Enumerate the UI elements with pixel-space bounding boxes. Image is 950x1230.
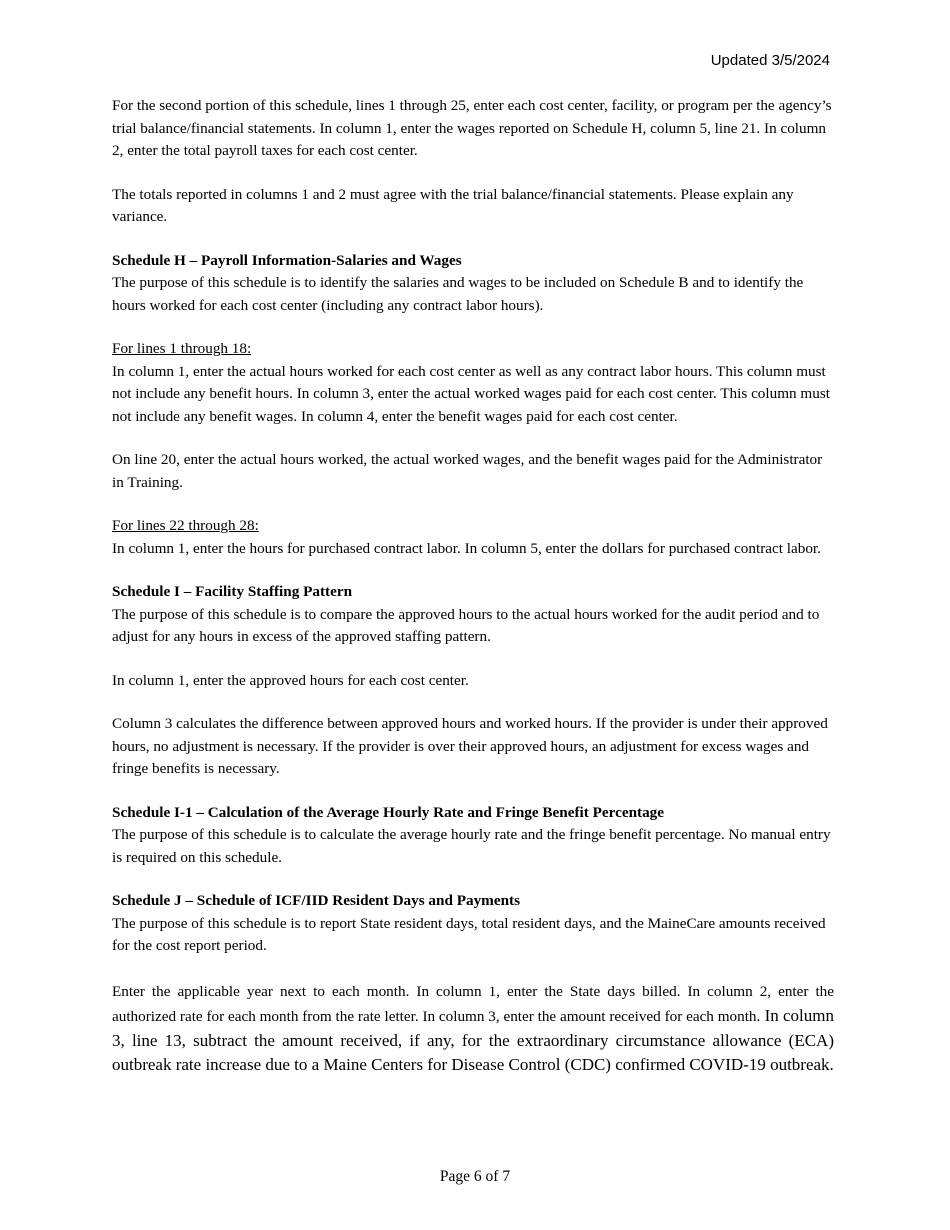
schedule-i-heading: Schedule I – Facility Staffing Pattern [112, 583, 353, 600]
lines-22-28-text: In column 1, enter the hours for purchased contract labor. In column 5, enter the dollars for purchased contract labor. [112, 539, 821, 557]
section-schedule-i1 [112, 802, 834, 870]
paragraph-schedule-j-entry [112, 979, 834, 1077]
schedule-i1-heading: Schedule I-1 – Calculation of the Average Hourly Rate and Fringe Benefit Percentage [112, 803, 665, 821]
section-schedule-h [112, 250, 834, 318]
paragraph-second-portion: For the second portion of this schedule, lines 1 through 25, enter each cost center, facility, or program per the agency’s trial balance/financial statements. In column 1, enter the wages reported on Schedule H, column 5, line 21. In column 2, enter the total payroll taxes for each cost center. [112, 97, 832, 159]
lines-1-18-label: For lines 1 through 18: [112, 340, 252, 357]
schedule-h-heading: Schedule H – Payroll Information-Salaries and Wages [112, 251, 462, 269]
schedule-j-text: The purpose of this schedule is to report State resident days, total resident days, and the MaineCare amounts received for the cost report period. [112, 914, 826, 954]
paragraph-line-20: On line 20, enter the actual hours worked, the actual worked wages, and the benefit wages paid for the Administrator in Training. [112, 451, 823, 491]
schedule-j-entry-part-a: Enter the applicable year next to each month. In column 1, enter the State days billed. In column 2, enter the authorized rate for each month from the rate letter. In column 3, enter the amount received for each month. [112, 982, 834, 1025]
paragraph-totals: The totals reported in columns 1 and 2 must agree with the trial balance/financial statements. Please explain any variance. [112, 185, 794, 225]
paragraph-column-3: Column 3 calculates the difference between approved hours and worked hours. If the provider is under their approved hours, no adjustment is necessary. If the provider is over their approved hours, an adjustment for excess wages and fringe benefits is necessary. [112, 715, 828, 777]
updated-date: Updated 3/5/2024 [710, 52, 830, 69]
schedule-i-text: The purpose of this schedule is to compare the approved hours to the actual hours worked for the audit period and to adjust for any hours in excess of the approved staffing pattern. [112, 605, 820, 645]
lines-1-18-text: In column 1, enter the actual hours worked for each cost center as well as any contract labor hours. This column must not include any benefit hours. In column 3, enter the actual worked wages paid for each cost center. This column must not include any benefit wages. In column 4, enter the benefit wages paid for each cost center. [112, 362, 830, 425]
paragraph-approved-hours: In column 1, enter the approved hours for each cost center. [112, 671, 469, 689]
lines-22-28-label: For lines 22 through 28: [112, 517, 259, 534]
schedule-i1-text: The purpose of this schedule is to calculate the average hourly rate and the fringe benefit percentage. No manual entry is required on this schedule. [112, 826, 831, 866]
section-schedule-i [112, 581, 834, 649]
document-body [112, 95, 834, 1098]
section-lines-22-28 [112, 515, 834, 560]
schedule-j-entry-part-b: In column 3, line 13, subtract the amount received, if any, for the extraordinary circumstance allowance (ECA) outbreak rate increase due to a Maine Centers for Disease Control (CDC) confirmed COVID-19 outbreak. [112, 1005, 834, 1074]
section-lines-1-18 [112, 338, 834, 428]
section-schedule-j [112, 890, 834, 958]
schedule-h-text: The purpose of this schedule is to identify the salaries and wages to be included on Schedule B and to identify the hours worked for each cost center (including any contract labor hours). [112, 274, 804, 314]
schedule-j-heading: Schedule J – Schedule of ICF/IID Resident Days and Payments [112, 892, 520, 909]
page-number: Page 6 of 7 [439, 1168, 511, 1185]
